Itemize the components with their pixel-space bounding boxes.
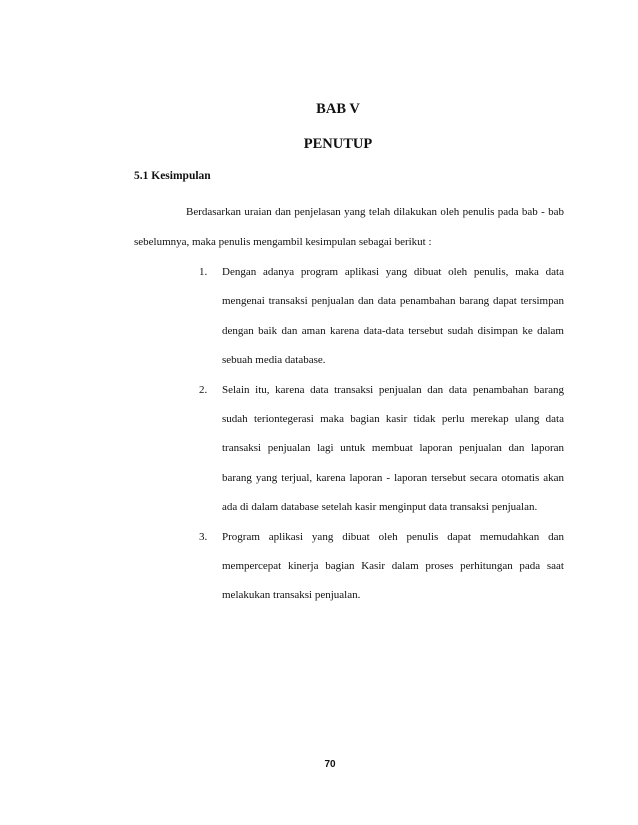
list-item bbox=[199, 376, 564, 523]
list-item-number: 1. bbox=[199, 266, 208, 278]
list-item-number: 2. bbox=[199, 383, 208, 396]
chapter-title: PENUTUP bbox=[303, 136, 373, 152]
list-item-text: Selain itu, karena data transaksi penjualan dan data penambahan barang sudah teriontegerasi maka bagian kasir tidak perlu merekap ulang data transaksi penjualan lagi untuk membuat laporan penjualan dan laporan barang yang terjual, karena laporan - laporan tersebut secara otomatis akan ada di dalam database setelah kasir menginput data transaksi penjualan. bbox=[222, 383, 564, 514]
list-item-text: Program aplikasi yang dibuat oleh penulis dapat memudahkan dan mempercepat kinerja bagian Kasir dalam proses perhitungan pada saat melakukan transaksi penjualan. bbox=[222, 530, 564, 602]
list-item-number: 3. bbox=[199, 530, 208, 543]
list-item bbox=[199, 258, 564, 376]
conclusion-list bbox=[199, 258, 564, 611]
chapter-heading: BAB V bbox=[316, 101, 360, 117]
intro-paragraph: Berdasarkan uraian dan penjelasan yang telah dilakukan oleh penulis pada bab - bab sebelumnya, maka penulis mengambil kesimpulan sebagai berikut : bbox=[134, 206, 564, 248]
list-item-text: Dengan adanya program aplikasi yang dibuat oleh penulis, maka data mengenai transaksi penjualan dan data penambahan barang dapat tersimpan dengan baik dan aman karena data-data tersebut sudah disimpan ke dalam sebuah media database. bbox=[222, 266, 564, 367]
list-item bbox=[199, 523, 564, 611]
page-number: 70 bbox=[324, 759, 336, 770]
section-heading: 5.1 Kesimpulan bbox=[134, 170, 211, 182]
